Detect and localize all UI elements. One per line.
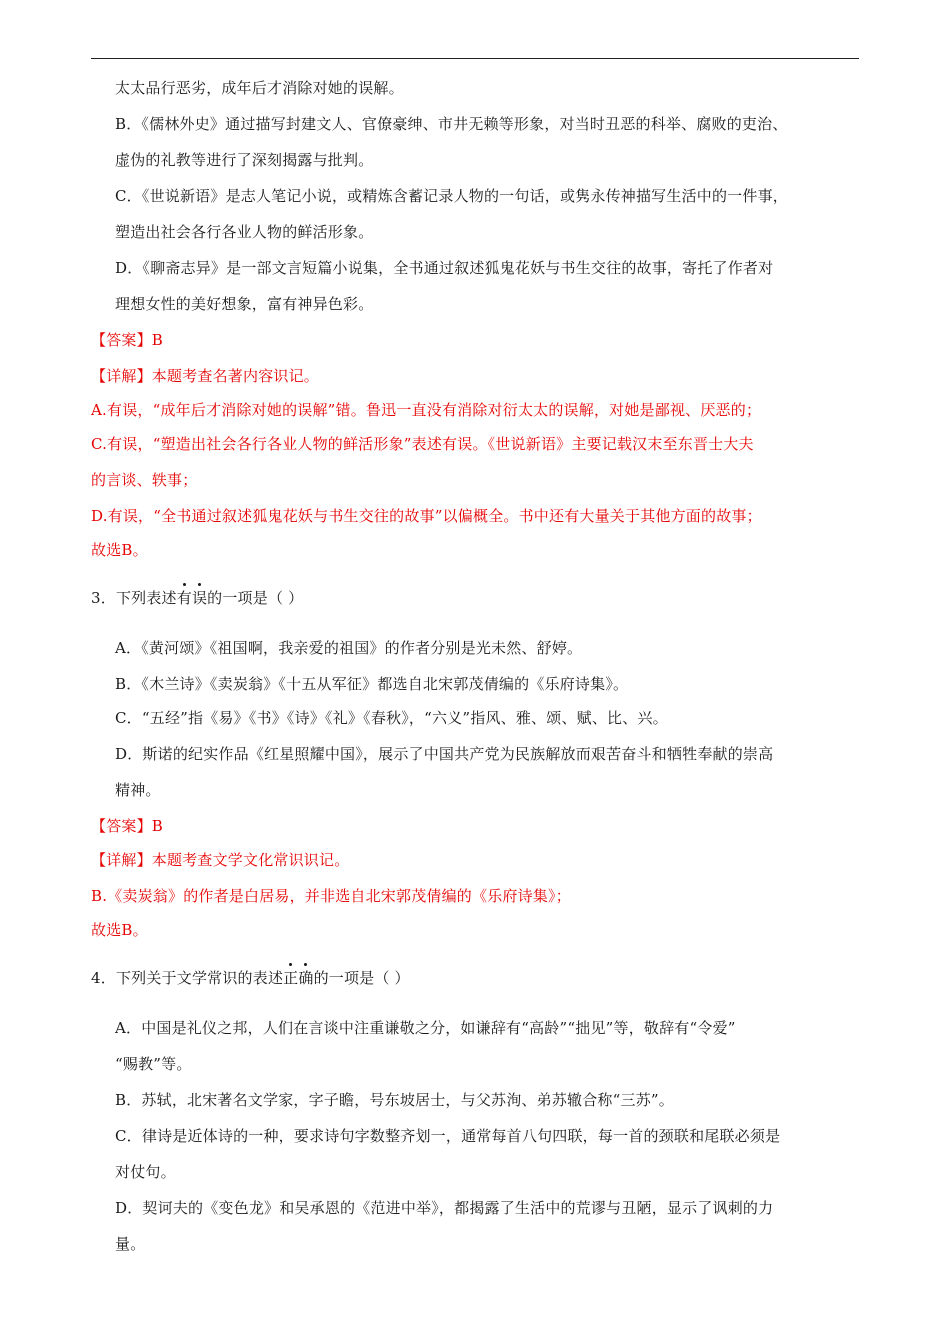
q3-emphasis-char: 有	[176, 589, 192, 607]
q2-option-b-cont: 虚伪的礼教等进行了深刻揭露与批判。	[115, 151, 374, 169]
q3-option-b: B．《木兰诗》《卖炭翁》《十五从军征》都选自北宋郭茂倩编的《乐府诗集》。	[115, 675, 629, 693]
q2-explanation-a: A.有误，“成年后才消除对她的误解”错。鲁迅一直没有消除对衍太太的误解，对她是鄙视、厌恶的；	[91, 401, 762, 419]
q3-stem-prefix: 3．下列表述	[91, 589, 177, 607]
q2-option-c: C．《世说新语》是志人笔记小说，或精炼含蓄记录人物的一句话，或隽永传神描写生活中的一件事，	[115, 187, 788, 205]
question-3-stem	[91, 588, 303, 608]
q2-option-d-cont: 理想女性的美好想象，富有神异色彩。	[115, 295, 374, 313]
q3-stem-suffix: 的一项是（ ）	[207, 589, 304, 607]
q2-explanation-title: 【详解】本题考查名著内容识记。	[91, 367, 320, 385]
q3-option-d-cont: 精神。	[115, 781, 161, 799]
header-rule	[91, 58, 859, 59]
q4-option-c-cont: 对仗句。	[115, 1163, 176, 1181]
q3-answer: 【答案】B	[91, 817, 164, 835]
q2-explanation-c: C.有误，“塑造出社会各行各业人物的鲜活形象”表述有误。《世说新语》主要记载汉末至东晋士大夫	[91, 435, 754, 453]
q3-explanation-title: 【详解】本题考查文学文化常识识记。	[91, 851, 350, 869]
q3-explanation-b: B.《卖炭翁》的作者是白居易，并非选自北宋郭茂倩编的《乐府诗集》；	[91, 887, 571, 905]
question-4-stem	[91, 968, 410, 988]
q2-option-c-cont: 塑造出社会各行各业人物的鲜活形象。	[115, 223, 374, 241]
q4-option-a-cont: “赐教”等。	[115, 1055, 192, 1073]
q4-emphasis-char: 确	[298, 969, 314, 987]
q2-explanation-d: D.有误，“全书通过叙述狐鬼花妖与书生交往的故事”以偏概全。书中还有大量关于其他方面的故事；	[91, 507, 762, 525]
q2-explanation-c-cont: 的言谈、轶事；	[91, 471, 198, 489]
q4-option-d-cont: 量。	[115, 1235, 146, 1253]
q3-emphasis-char: 误	[191, 589, 208, 607]
q4-emphasis-char: 正	[283, 969, 299, 987]
q2-option-b: B．《儒林外史》通过描写封建文人、官僚豪绅、市井无赖等形象，对当时丑恶的科举、腐败的吏治、	[115, 115, 788, 133]
q3-option-c: C．“五经”指《易》《书》《诗》《礼》《春秋》，“六义”指风、雅、颂、赋、比、兴。	[115, 709, 668, 727]
q4-stem-suffix: 的一项是（ ）	[313, 969, 410, 987]
q2-conclusion: 故选B。	[91, 541, 148, 559]
q4-stem-prefix: 4．下列关于文学常识的表述	[91, 969, 284, 987]
q4-option-a: A．中国是礼仪之邦，人们在言谈中注重谦敬之分，如谦辞有“高龄”“拙见”等，敬辞有“令爱”	[115, 1019, 736, 1037]
q4-option-d: D．契诃夫的《变色龙》和吴承恩的《范进中举》，都揭露了生活中的荒谬与丑陋，显示了讽刺的力	[115, 1199, 774, 1217]
q2-answer: 【答案】B	[91, 331, 164, 349]
q3-option-d: D．斯诺的纪实作品《红星照耀中国》，展示了中国共产党为民族解放而艰苦奋斗和牺牲奉献的崇高	[115, 745, 774, 763]
q2-option-d: D．《聊斋志异》是一部文言短篇小说集，全书通过叙述狐鬼花妖与书生交往的故事，寄托了作者对	[115, 259, 774, 277]
q3-conclusion: 故选B。	[91, 921, 148, 939]
q4-option-b: B．苏轼，北宋著名文学家，字子瞻，号东坡居士，与父苏洵、弟苏辙合称“三苏”。	[115, 1091, 674, 1109]
option-a-continuation: 太太品行恶劣，成年后才消除对她的误解。	[115, 79, 404, 97]
q3-option-a: A．《黄河颂》《祖国啊，我亲爱的祖国》的作者分别是光未然、舒婷。	[115, 639, 583, 657]
q4-option-c: C．律诗是近体诗的一种，要求诗句字数整齐划一，通常每首八句四联，每一首的颈联和尾联必须是	[115, 1127, 781, 1145]
